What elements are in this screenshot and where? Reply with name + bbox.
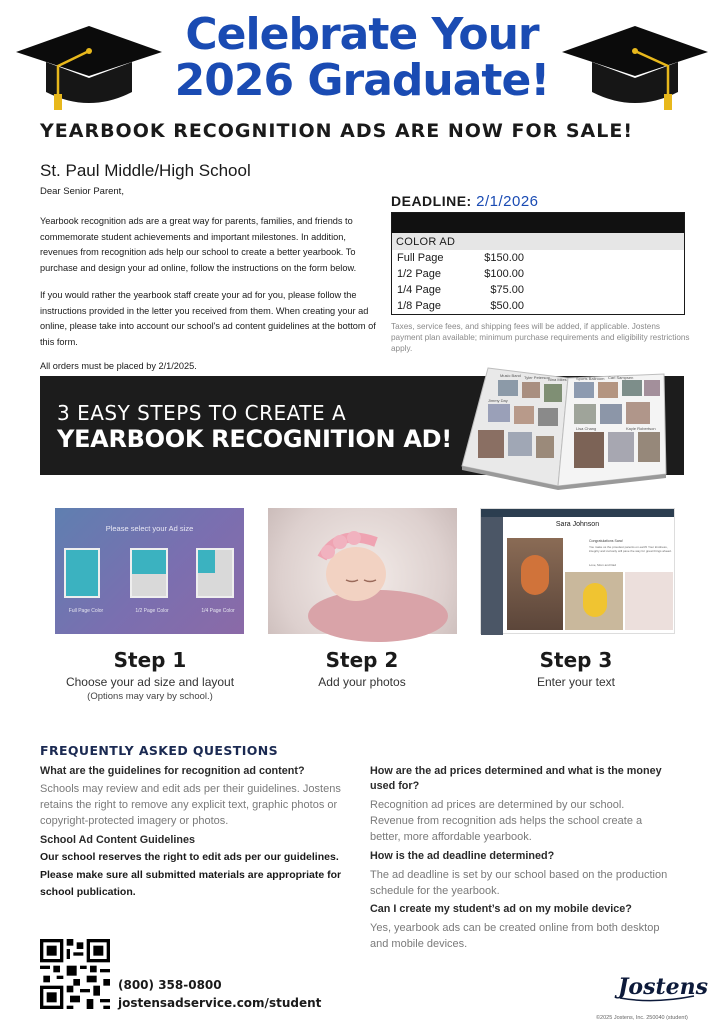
faq-answer: Yes, yearbook ads can be created online from both desktop and mobile devices. <box>370 922 660 950</box>
price-row <box>392 250 684 266</box>
price-table <box>391 212 685 315</box>
price-row <box>392 298 684 314</box>
step-3-title: Step 3 <box>539 648 613 672</box>
phone-number[interactable]: (800) 358-0800 <box>118 978 222 992</box>
price-table-heading: COLOR AD <box>392 233 684 250</box>
page-caption: Tyler Peterson <box>524 375 550 380</box>
jostens-logo <box>614 966 709 1004</box>
faq-question: What are the guidelines for recognition ad content? <box>40 765 305 777</box>
faq-question: School Ad Content Guidelines <box>40 834 195 846</box>
letter-intro: Yearbook recognition ads are a great way for parents, families, and friends to commemorate student achievements and important milestones. In addition, revenues from recognition ads help our school to create a better yearbook. To purchase and design your ad online, follow the instructions on the form below. <box>40 216 357 273</box>
deadline <box>391 193 539 210</box>
school-name: St. Paul Middle/High School <box>40 161 251 180</box>
banner-line-1: 3 EASY STEPS TO CREATE A <box>57 401 347 425</box>
ad-price: $100.00 <box>484 268 524 280</box>
layout-caption: 1/2 Page Color <box>135 608 169 614</box>
layout-caption: Full Page Color <box>68 608 104 614</box>
ad-name-heading: Sara Johnson <box>555 521 600 528</box>
page-caption: Sports Ballroom <box>576 376 605 381</box>
step-1-subtitle: Choose your ad size and layout <box>65 675 235 689</box>
ad-size: 1/2 Page <box>397 268 442 280</box>
banner-line-2: YEARBOOK RECOGNITION AD! <box>57 425 452 453</box>
graduation-cap-icon <box>14 22 164 114</box>
letter-greeting: Dear Senior Parent, <box>40 186 124 197</box>
step-2-subtitle: Add your photos <box>318 675 406 689</box>
full-page-layout <box>64 548 104 614</box>
step-3-editor-screenshot <box>480 508 675 634</box>
page-title <box>150 9 574 106</box>
price-row <box>392 266 684 282</box>
subheading: YEARBOOK RECOGNITION ADS ARE NOW FOR SALE! <box>40 120 634 142</box>
pricing-fine-print: Taxes, service fees, and shipping fees will be added, if applicable. Jostens payment plan available; minimum purchase requirements and eligibility restrictions apply. <box>391 322 690 353</box>
step-1-note: (Options may vary by school.) <box>87 691 213 702</box>
qr-code[interactable] <box>40 939 110 1009</box>
quarter-page-layout <box>196 548 235 614</box>
ad-message-body: You make us the proudest parents on earth! Your kindness, integrity and curiosity will pave the way for great things ahead. <box>589 545 672 553</box>
order-deadline-note: All orders must be placed by 2/1/2025. <box>40 361 197 371</box>
title-line-1: Celebrate Your <box>185 9 539 60</box>
page-caption: Music Band <box>500 373 521 378</box>
half-page-layout <box>130 548 169 614</box>
step-3-subtitle: Enter your text <box>536 675 616 689</box>
page-caption: Lisa Chang <box>576 426 597 431</box>
faq-answer: Schools may review and edit ads per their guidelines. Jostens retains the right to remove any explicit text, graphic photos or copyright-protected imagery or photos. <box>40 783 341 827</box>
deadline-date: 2/1/2026 <box>476 193 539 210</box>
yearbook-image <box>458 362 670 490</box>
ad-size: Full Page <box>397 252 444 264</box>
deadline-label: DEADLINE: <box>391 193 472 209</box>
step-1-title: Step 1 <box>113 648 187 672</box>
faq-answer: The ad deadline is set by our school based on the production schedule for the yearbook. <box>370 869 668 897</box>
ad-message-signoff: Love, Mom and Dad <box>589 563 617 567</box>
page-caption: Jimmy Day <box>488 398 508 403</box>
page-caption: Nina Miles <box>548 377 567 382</box>
price-row <box>392 282 684 298</box>
page-caption: Kayle Robertson <box>626 426 656 431</box>
ad-price: $75.00 <box>490 284 524 296</box>
copyright-notice: ©2025 Jostens, Inc. 250040 (student) <box>596 1015 688 1021</box>
letter-paragraph-2: If you would rather the yearbook staff create your ad for you, please follow the instructions provided in the letter you received from them. When creating your ad online, please take into account our school's ad content guidelines at the bottom of this form. <box>40 290 376 347</box>
ad-size: 1/8 Page <box>397 300 442 312</box>
baby-photo-illustration <box>268 508 457 634</box>
layout-caption: 1/4 Page Color <box>201 608 235 614</box>
faq-question: How are the ad prices determined and what is the money used for? <box>370 765 662 792</box>
page-caption: Carl Sampsen <box>608 375 634 380</box>
ad-price: $150.00 <box>484 252 524 264</box>
faq-heading: FREQUENTLY ASKED QUESTIONS <box>40 743 279 758</box>
jostens-wordmark: Jostens <box>618 974 709 1000</box>
step-2-baby-photo <box>268 508 457 634</box>
faq-answer: Recognition ad prices are determined by our school. Revenue from recognition ads helps the school create a better, more affordable yearbook. <box>370 799 643 843</box>
step-2-title: Step 2 <box>325 648 399 672</box>
faq-answer: Our school reserves the right to edit ads per our guidelines. Please make sure all submitted materials are appropriate for school publication. <box>40 851 342 898</box>
ad-message-title: Congratulations Sara! <box>589 539 623 543</box>
title-line-2: 2026 Graduate! <box>174 55 550 106</box>
graduation-cap-icon <box>560 22 710 114</box>
ad-size-prompt: Please select your Ad size <box>105 524 194 533</box>
faq-question: Can I create my student’s ad on my mobile device? <box>370 903 632 915</box>
price-table-header-bar <box>392 213 684 233</box>
step-1-image <box>55 508 244 634</box>
ad-size: 1/4 Page <box>397 284 442 296</box>
ad-price: $50.00 <box>490 300 524 312</box>
website-link[interactable]: jostensadservice.com/student <box>118 996 322 1010</box>
faq-question: How is the ad deadline determined? <box>370 850 555 862</box>
